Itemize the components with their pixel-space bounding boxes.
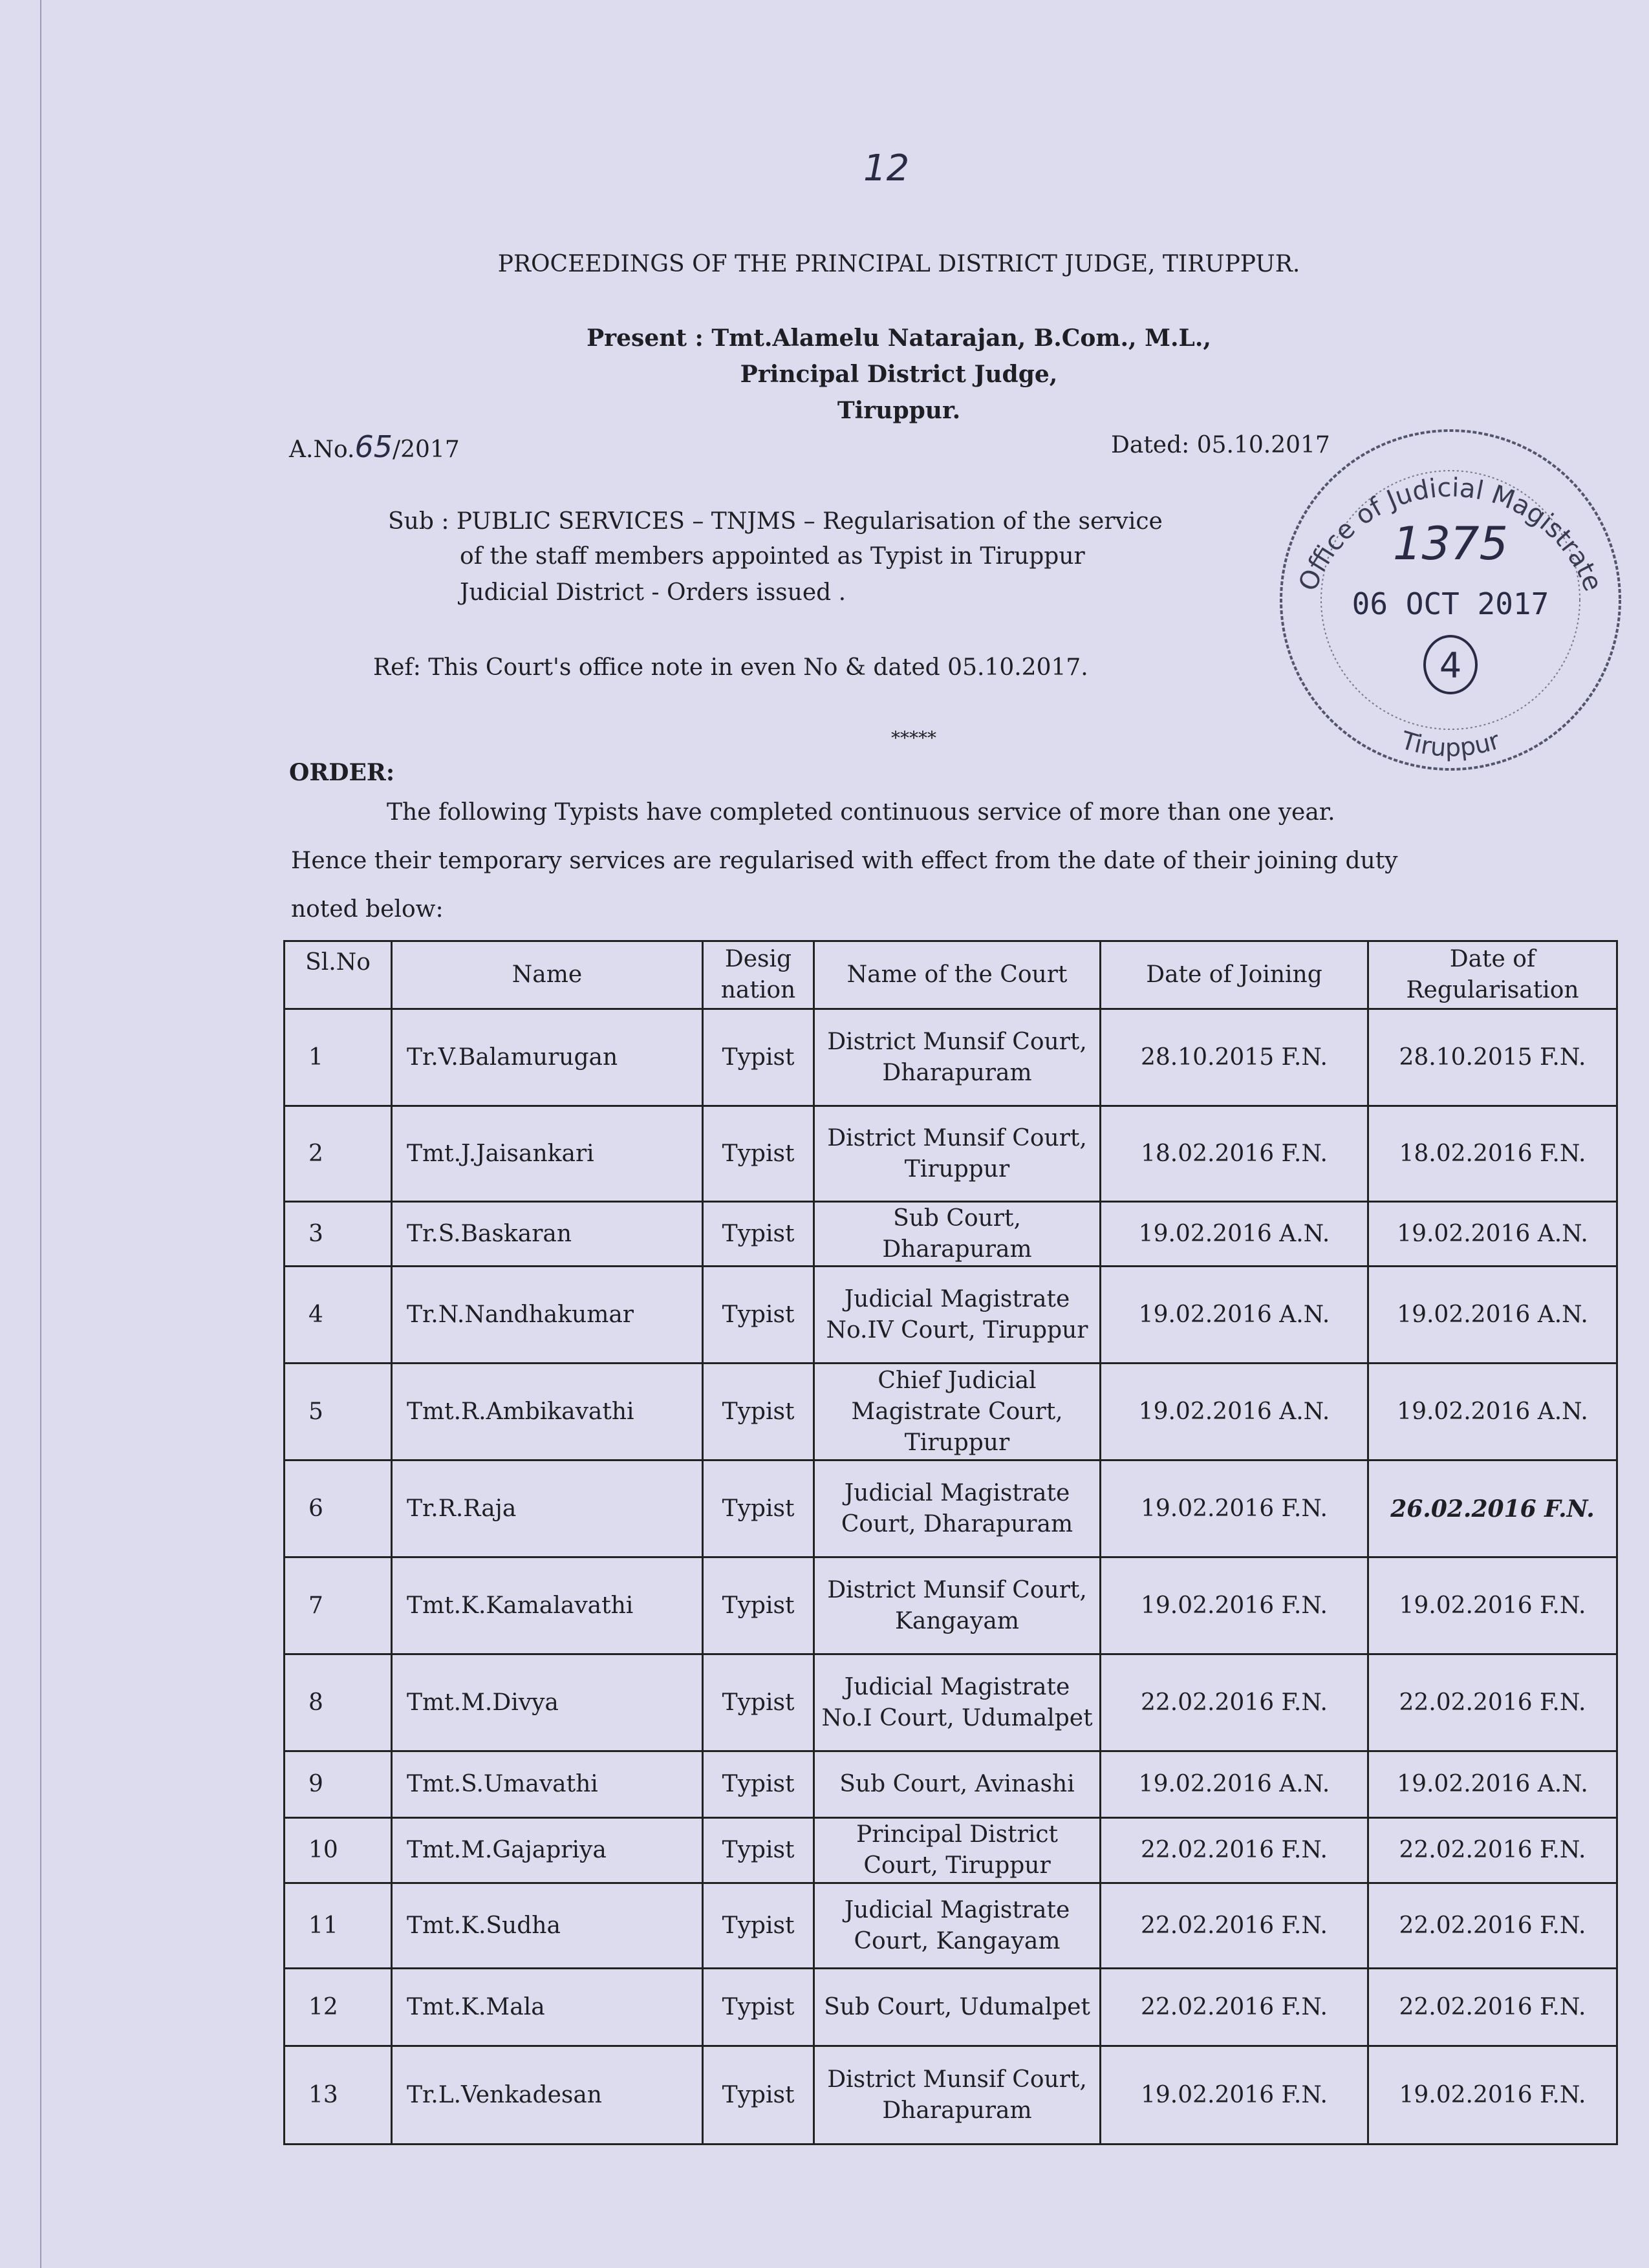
table-cell-regularisation: 18.02.2016 F.N. — [1368, 1106, 1617, 1202]
table-cell-name: Tr.R.Raja — [392, 1460, 703, 1557]
dated: Dated: 05.10.2017 — [1111, 432, 1330, 458]
table-cell-joining: 19.02.2016 F.N. — [1101, 1557, 1368, 1654]
table-cell-designation: Typist — [703, 1364, 814, 1460]
table-cell-designation: Typist — [703, 1883, 814, 1969]
table-row — [285, 1883, 1617, 1969]
table-cell-regularisation: 22.02.2016 F.N. — [1368, 1969, 1617, 2046]
table-cell-regularisation: 26.02.2016 F.N. — [1368, 1460, 1617, 1557]
col-header-slno: Sl.No — [285, 941, 392, 1009]
table-cell-joining: 19.02.2016 A.N. — [1101, 1267, 1368, 1364]
stamp-ring-bottom-text: Tiruppur — [1397, 725, 1503, 762]
table-cell-regularisation: 22.02.2016 F.N. — [1368, 1654, 1617, 1751]
present-line-1: Present : Tmt.Alamelu Natarajan, B.Com., M.L., — [587, 325, 1211, 352]
table-cell-court: Judicial Magistrate No.IV Court, Tiruppur — [814, 1267, 1101, 1364]
stamp-ring-top-text: Office of Judicial Magistrate — [1293, 473, 1608, 595]
table-cell-joining: 19.02.2016 F.N. — [1101, 1460, 1368, 1557]
order-number-prefix: A.No. — [289, 436, 355, 463]
table-cell-slno: 12 — [285, 1969, 392, 2046]
table-cell-name: Tmt.M.Gajapriya — [392, 1818, 703, 1883]
table-cell-slno: 13 — [285, 2046, 392, 2145]
table-cell-regularisation: 19.02.2016 F.N. — [1368, 2046, 1617, 2145]
order-para-line-2: Hence their temporary services are regularised with effect from the date of their joining duty — [291, 848, 1398, 874]
typist-regularisation-table — [283, 940, 1618, 2145]
table-row — [285, 1818, 1617, 1883]
table-cell-regularisation: 19.02.2016 F.N. — [1368, 1557, 1617, 1654]
table-row — [285, 1969, 1617, 2046]
table-row — [285, 1267, 1617, 1364]
order-number-handwritten: 65 — [354, 429, 393, 464]
table-cell-court: District Munsif Court, Dharapuram — [814, 1009, 1101, 1106]
table-cell-designation: Typist — [703, 1267, 814, 1364]
table-cell-name: Tmt.K.Kamalavathi — [392, 1557, 703, 1654]
table-row — [285, 1460, 1617, 1557]
stamp-date: 06 OCT 2017 — [1352, 586, 1549, 621]
present-line-2: Principal District Judge, — [740, 361, 1058, 388]
order-number-suffix: /2017 — [392, 436, 460, 463]
table-cell-joining: 19.02.2016 A.N. — [1101, 1751, 1368, 1818]
stamp-number: 1375 — [1392, 517, 1509, 570]
reference: Ref: This Court's office note in even No & dated 05.10.2017. — [373, 654, 1088, 681]
page-title: PROCEEDINGS OF THE PRINCIPAL DISTRICT JUDGE, TIRUPPUR. — [497, 251, 1300, 277]
order-para-line-3: noted below: — [291, 896, 444, 923]
table-cell-designation: Typist — [703, 1106, 814, 1202]
table-cell-slno: 1 — [285, 1009, 392, 1106]
table-cell-name: Tr.L.Venkadesan — [392, 2046, 703, 2145]
table-cell-joining: 19.02.2016 F.N. — [1101, 2046, 1368, 2145]
table-cell-court: District Munsif Court, Tiruppur — [814, 1106, 1101, 1202]
table-cell-court: Judicial Magistrate Court, Kangayam — [814, 1883, 1101, 1969]
table-cell-name: Tmt.J.Jaisankari — [392, 1106, 703, 1202]
table-cell-slno: 11 — [285, 1883, 392, 1969]
table-cell-regularisation: 22.02.2016 F.N. — [1368, 1883, 1617, 1969]
table-row — [285, 1364, 1617, 1460]
table-cell-designation: Typist — [703, 1202, 814, 1267]
table-cell-court: District Munsif Court, Kangayam — [814, 1557, 1101, 1654]
table-cell-slno: 4 — [285, 1267, 392, 1364]
table-row — [285, 1654, 1617, 1751]
table-cell-regularisation: 19.02.2016 A.N. — [1368, 1364, 1617, 1460]
table-cell-name: Tmt.R.Ambikavathi — [392, 1364, 703, 1460]
table-cell-slno: 8 — [285, 1654, 392, 1751]
table-cell-court: Sub Court, Avinashi — [814, 1751, 1101, 1818]
col-header-name: Name — [392, 941, 703, 1009]
table-cell-slno: 5 — [285, 1364, 392, 1460]
table-cell-joining: 22.02.2016 F.N. — [1101, 1818, 1368, 1883]
table-row — [285, 2046, 1617, 2145]
separator: ***** — [891, 727, 936, 749]
table-row — [285, 1202, 1617, 1267]
table-cell-designation: Typist — [703, 1009, 814, 1106]
table-cell-name: Tmt.M.Divya — [392, 1654, 703, 1751]
table-cell-joining: 28.10.2015 F.N. — [1101, 1009, 1368, 1106]
table-cell-court: Chief Judicial Magistrate Court, Tiruppur — [814, 1364, 1101, 1460]
table-cell-joining: 22.02.2016 F.N. — [1101, 1654, 1368, 1751]
table-cell-designation: Typist — [703, 1969, 814, 2046]
col-header-court: Name of the Court — [814, 941, 1101, 1009]
table-cell-slno: 6 — [285, 1460, 392, 1557]
table-row — [285, 1557, 1617, 1654]
col-header-regularisation: Date of Regularisation — [1368, 941, 1617, 1009]
order-para-line-1: The following Typists have completed continuous service of more than one year. — [387, 799, 1335, 826]
present-line-3: Tiruppur. — [837, 397, 961, 424]
table-cell-court: Sub Court, Udumalpet — [814, 1969, 1101, 2046]
page-edge — [40, 0, 41, 2268]
table-cell-name: Tr.V.Balamurugan — [392, 1009, 703, 1106]
table-cell-designation: Typist — [703, 2046, 814, 2145]
table-cell-court: Principal District Court, Tiruppur — [814, 1818, 1101, 1883]
order-number — [289, 429, 460, 464]
order-heading: ORDER: — [289, 759, 395, 786]
table-cell-court: District Munsif Court, Dharapuram — [814, 2046, 1101, 2145]
table-cell-court: Judicial Magistrate No.I Court, Udumalpet — [814, 1654, 1101, 1751]
subject-line-2: of the staff members appointed as Typist in Tiruppur — [460, 543, 1085, 570]
table-cell-joining: 22.02.2016 F.N. — [1101, 1969, 1368, 2046]
table-cell-name: Tr.N.Nandhakumar — [392, 1267, 703, 1364]
office-seal-stamp — [1277, 427, 1624, 773]
table-cell-court: Sub Court, Dharapuram — [814, 1202, 1101, 1267]
subject-line-3: Judicial District - Orders issued . — [460, 579, 846, 606]
table-header-row — [285, 941, 1617, 1009]
table-cell-name: Tmt.S.Umavathi — [392, 1751, 703, 1818]
table-row — [285, 1106, 1617, 1202]
table-cell-designation: Typist — [703, 1751, 814, 1818]
table-cell-court: Judicial Magistrate Court, Dharapuram — [814, 1460, 1101, 1557]
table-cell-name: Tr.S.Baskaran — [392, 1202, 703, 1267]
stamp-circled-number: 4 — [1439, 645, 1462, 686]
table-cell-slno: 10 — [285, 1818, 392, 1883]
table-cell-designation: Typist — [703, 1460, 814, 1557]
table-cell-name: Tmt.K.Sudha — [392, 1883, 703, 1969]
table-row — [285, 1751, 1617, 1818]
table-cell-regularisation: 19.02.2016 A.N. — [1368, 1751, 1617, 1818]
table-cell-designation: Typist — [703, 1654, 814, 1751]
table-cell-regularisation: 28.10.2015 F.N. — [1368, 1009, 1617, 1106]
subject-line-1: Sub : PUBLIC SERVICES – TNJMS – Regularisation of the service — [388, 508, 1163, 535]
table-cell-slno: 3 — [285, 1202, 392, 1267]
col-header-joining: Date of Joining — [1101, 941, 1368, 1009]
table-cell-regularisation: 22.02.2016 F.N. — [1368, 1818, 1617, 1883]
table-cell-designation: Typist — [703, 1557, 814, 1654]
col-header-designation: Desig nation — [703, 941, 814, 1009]
table-cell-regularisation: 19.02.2016 A.N. — [1368, 1202, 1617, 1267]
table-cell-slno: 2 — [285, 1106, 392, 1202]
handwritten-page-number: 12 — [863, 147, 910, 189]
table-cell-slno: 7 — [285, 1557, 392, 1654]
table-cell-slno: 9 — [285, 1751, 392, 1818]
table-cell-name: Tmt.K.Mala — [392, 1969, 703, 2046]
table-cell-joining: 18.02.2016 F.N. — [1101, 1106, 1368, 1202]
table-cell-designation: Typist — [703, 1818, 814, 1883]
table-cell-joining: 19.02.2016 A.N. — [1101, 1364, 1368, 1460]
table-row — [285, 1009, 1617, 1106]
table-cell-joining: 19.02.2016 A.N. — [1101, 1202, 1368, 1267]
table-cell-regularisation: 19.02.2016 A.N. — [1368, 1267, 1617, 1364]
table-cell-joining: 22.02.2016 F.N. — [1101, 1883, 1368, 1969]
